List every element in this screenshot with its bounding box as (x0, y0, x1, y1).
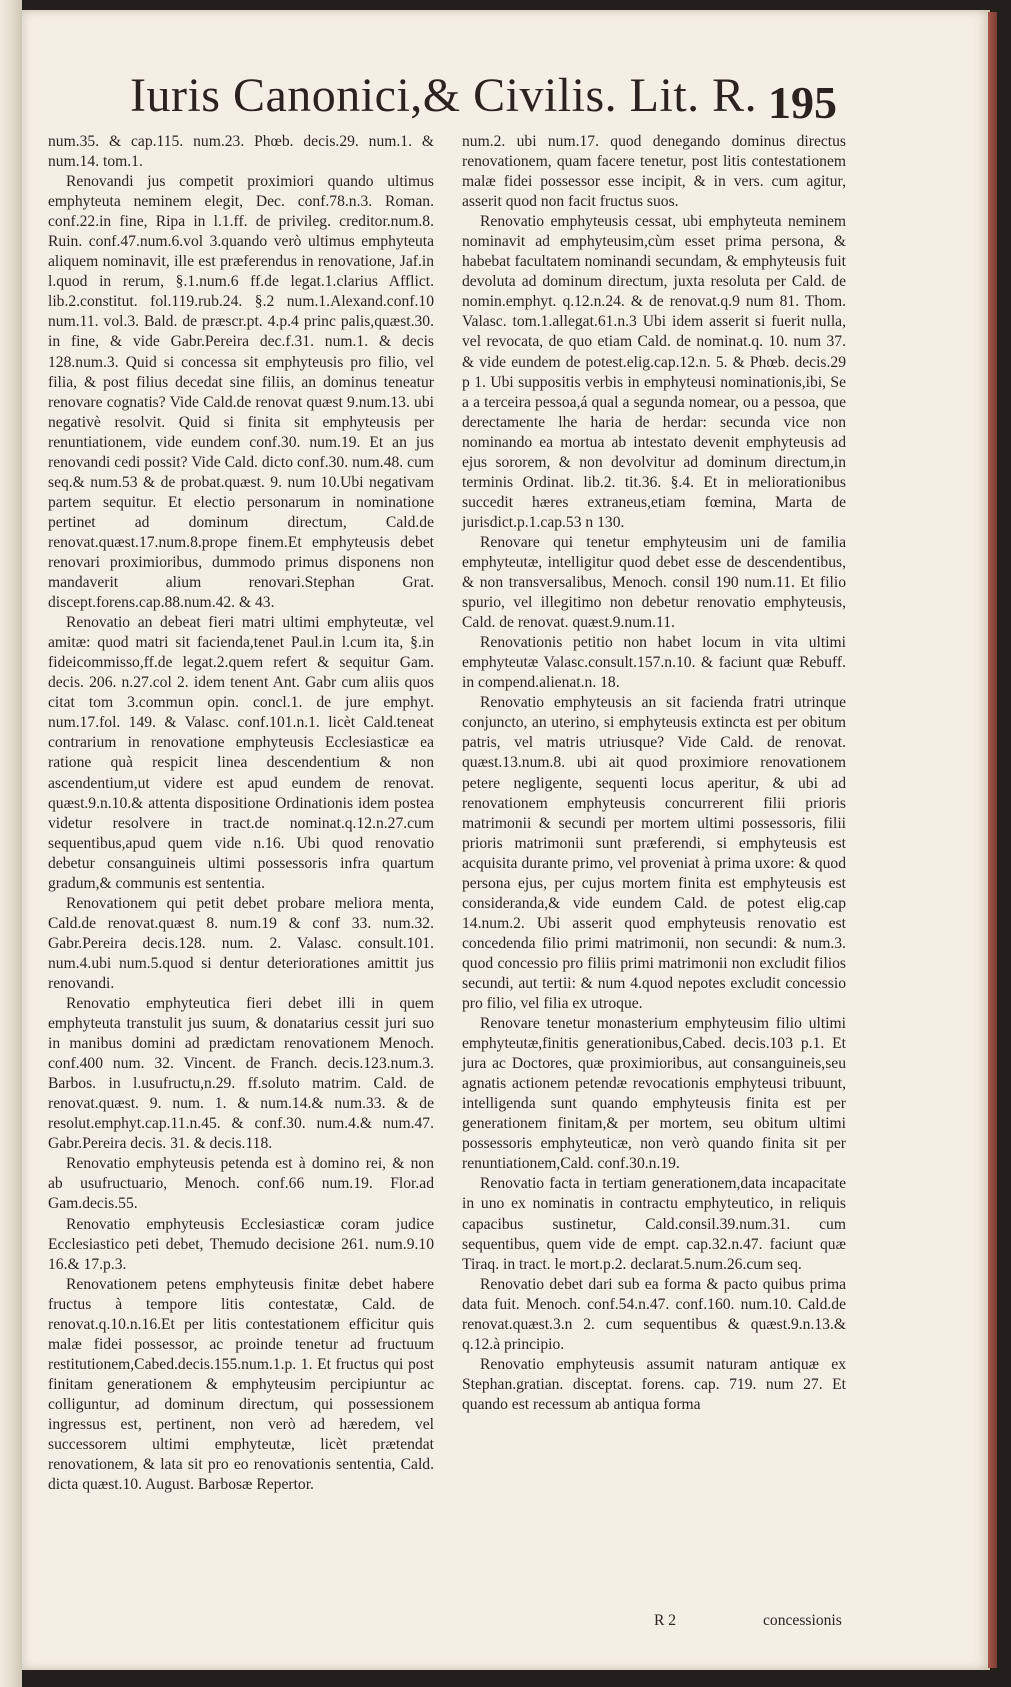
paragraph: Renovatio emphyteusis petenda est à domino rei, & non ab usufructuario, Menoch. conf.66 num.19. Flor.ad Gam.decis.55. (48, 1155, 434, 1213)
page-number: 195 (768, 77, 837, 128)
catchword: concessionis (763, 1612, 842, 1629)
paragraph: Renovatio emphyteusis cessat, ubi emphyteuta neminem nominavit ad emphyteusim,cùm esset prima persona, & habebat facultatem nominandi secundam, & emphyteusis fuit devoluta ad dominum directum, juxta resoluta per Cald. de nomin.emphyt. q.12.n.24. & de renovat.q.9 num 81. Thom. Valasc. tom.1.allegat.61.n.3 Ubi idem asserit si fuerit nulla, vel revocata, de quo etiam Cald. de nominat.q. 10. num 37. & vide eundem de potest.elig.cap.12.n. 5. & Phœb. decis.29 p 1. Ubi suppositis verbis in emphyteusi nominationis,ibi, Se a a terceira pessoa,á qual a segunda nomear, ou a pessoa, que derectamente lhe haria de herdar: secunda vice non nominando ea mortua ab intestato devenit emphyteusis ad ejus sororem, & non devolvitur ad dominum directum,in terminis Ordinat. lib.2. tit.36. §.4. Et in meliorationibus succedit hæres extraneus,etiam fœmina, Marta de jurisdict.p.1.cap.53 n 130. (462, 213, 846, 531)
paragraph: num.2. ubi num.17. quod denegando dominus directus renovationem, quam facere tenetur, post litis contestationem malæ fidei possessor esse incipit, & in vers. cum agitur, asserit quod non facit fructus suos. (462, 133, 846, 211)
facing-page-edge (0, 0, 22, 1687)
paragraph: Renovandi jus competit proximiori quando ultimus emphyteuta neminem elegit, Dec. conf.78.n.3. Roman. conf.22.in fine, Ripa in l.1.ff. de privileg. creditor.num.8. Ruin. conf.47.num.6.vol 3.quando verò ultimus emphyteuta aliquem nominavit, ille est præferendus in renovatione, Jaf.in l.quod in rerum, §.1.num.6 ff.de legat.1.clarius Afflict. lib.2.constitut. fol.119.rub.24. §.2 num.1.Alexand.conf.10 num.11. vol.3. Bald. de præscr.pt. 4.p.4 princ palis,quæst.30. in fine, & vide Gabr.Pereira dec.f.31. num.1. & decis 128.num.3. Quid si concessa sit emphyteusis pro filio, vel filia, & post filius decedat sine filiis, an dominus teneatur renovare cognatis? Vide Cald.de renovat quæst 9.num.13. ubi negativè resolvit. Quid si finita sit emphyteusis per renuntiationem, vide eundem conf.30. num.19. Et an jus renovandi cedi possit? Vide Cald. dicto conf.30. num.48. cum seq.& num.53 & de probat.quæst. 9. num 10.Ubi negativam partem sequitur. Et electio personarum in nominatione pertinet ad dominum directum, Cald.de renovat.quæst.17.num.8.prope finem.Et emphyteusis debet renovari proximioribus, dummodo primus disponens non mandaverit alium renovari.Stephan Grat. discept.forens.cap.88.num.42. & 43. (48, 173, 434, 612)
page-footer (48, 1612, 848, 1638)
paragraph: Renovare tenetur monasterium emphyteusim filio ultimi emphyteutæ,finitis generationibus,Cabed. decis.103 p.1. Et jura ac Doctores, quæ proximioribus, aut consanguineis,seu agnatis actionem petendæ revocationis emphyteusi tribuunt, intelligenda sunt quando emphyteusis finita est per generationem finitam,& per mortem, seu obitum ultimi possessoris emphyteuticæ, non verò quando finita sit per renuntiationem,Cald. conf.30.n.19. (462, 1015, 846, 1173)
left-column (48, 132, 434, 1495)
paragraph: Renovationem qui petit debet probare meliora menta, Cald.de renovat.quæst 8. num.19 & conf 33. num.32. Gabr.Pereira decis.128. num. 2. Valasc. consult.101. num.4.ubi num.5.quod si dentur deteriorationes amittit jus renovandi. (48, 894, 434, 992)
signature-mark: R 2 (654, 1612, 677, 1629)
paragraph: Renovationem petens emphyteusis finitæ debet habere fructus à tempore litis contestatæ, Cald. de renovat.q.10.n.16.Et per litis contestationem efficitur quis malæ fidei possessor, ac proinde tenetur ad fructuum restitutionem,Cabed.decis.155.num.1.p. 1. Et fructus qui post finitam generationem & emphyteusim percipiuntur ac colliguntur, ad dominum directum, qui possessionem ingressus est, pertinent, non verò ad hæredem, vel successorem ultimi emphyteutæ, licèt prætendat renovationem, & lata sit pro eo renovationis sententia, Cald. dicta quæst.10. August. Barbosæ Repertor. (48, 1275, 434, 1494)
paragraph: Renovatio facta in tertiam generationem,data incapacitate in uno ex nominatis in contractu emphyteutico, in reliquis capacibus sustinetur, Cald.consil.39.num.31. cum sequentibus, quem vide de empt. cap.32.n.47. faciunt quæ Tiraq. in tract. le mort.p.2. declarat.5.num.26.cum seq. (462, 1175, 846, 1273)
paragraph: num.35. & cap.115. num.23. Phœb. decis.29. num.1. & num.14. tom.1. (48, 133, 434, 171)
paragraph: Renovatio emphyteusis assumit naturam antiquæ ex Stephan.gratian. disceptat. forens. cap. 719. num 27. Et quando est recessum ab antiqua forma (462, 1355, 846, 1413)
right-column (462, 132, 846, 1415)
paragraph: Renovatio emphyteusis Ecclesiasticæ coram judice Ecclesiastico peti debet, Themudo decisione 261. num.9.10 16.& 17.p.3. (48, 1215, 434, 1273)
paragraph: Renovationis petitio non habet locum in vita ultimi emphyteutæ Valasc.consult.157.n.10. & faciunt quæ Rebuff. in compend.alienat.n. 18. (462, 634, 846, 692)
paragraph: Renovare qui tenetur emphyteusim uni de familia emphyteutæ, intelligitur quod debet esse de descendentibus, & non transversalibus, Menoch. consil 190 num.11. Et filio spurio, vel illegitimo non debetur renovatio emphyteusis, Cald. de renovat. quæst.9.num.11. (462, 533, 846, 632)
paragraph: Renovatio debet dari sub ea forma & pacto quibus prima data fuit. Menoch. conf.54.n.47. conf.160. num.10. Cald.de renovat.quæst.3.n 2. cum sequentibus & quæst.9.n.13.& q.12.à principio. (462, 1275, 846, 1353)
running-title: Iuris Canonici,& Civilis. Lit. R. (130, 69, 758, 122)
paragraph: Renovatio emphyteusis an sit facienda fratri utrinque conjuncto, an uterino, si emphyteusis extincta est per obitum patris, vel matris utriusque? Vide Cald. de renovat. quæst.13.num.8. ubi ait quod proximiore renovationem petere negligente, sequenti locus aperitur, & ubi ad renovationem emphyteusis concurrerent filii prioris matrimonii & secundi per mortem ultimi possessoris, filii prioris matrimonii sunt præferendi, si emphyteusis est acquisita durante primo, vel proveniat à prima uxore: & quod persona ejus, per cujus mortem finita est emphyteusis est consideranda,& vide eundem Cald. de potest elig.cap 14.num.2. Ubi asserit quod emphyteusis renovatio est concedenda filio primi matrimonii, non secundi: & num.3. quod concessio pro filiis primi matrimonii non excludit filios secundi, aut tertii: & num 4.quod nepotes excludit concessio pro filio, vel filia ex utroque. (462, 694, 846, 1013)
page-edge-rim (988, 12, 997, 1668)
paragraph: Renovatio an debeat fieri matri ultimi emphyteutæ, vel amitæ: quod matri sit facienda,tenet Paul.in l.cum ita, §.in fideicommisso,ff.de legat.2.quem refert & sequitur Gam. decis. 206. n.27.col 2. idem tenent Ant. Gabr cum aliis quos citat tom 3.commun opin. concl.1. de jure emphyt. num.17.fol. 149. & Valasc. conf.101.n.1. licèt Cald.teneat contrarium in renovatione emphyteusis Ecclesiasticæ ea ratione quà respicit linea descendentium & non ascendentium,ut videre est apud eundem de renovat. quæst.9.n.10.& attenta dispositione Ordinationis idem postea videtur resolvere in tract.de nominat.q.12.n.27.cum sequentibus,apud quem vide n.16. Ubi quod renovatio debetur consanguineis ultimi possessoris infra quartum gradum,& communis est sententia. (48, 614, 434, 892)
paragraph: Renovatio emphyteutica fieri debet illi in quem emphyteuta transtulit jus suum, & donatarius cessit juri suo in manibus domini ad prædictam renovationem Menoch. conf.400 num. 32. Vincent. de Franch. decis.123.num.3. Barbos. in l.usufructu,n.29. ff.soluto matrim. Cald. de renovat.quæst. 9. num. 1. & num.14.& num.33. & de resolut.emphyt.cap.11.n.45. & conf.30. num.4.& num.47. Gabr.Pereira decis. 31. & decis.118. (48, 995, 434, 1153)
